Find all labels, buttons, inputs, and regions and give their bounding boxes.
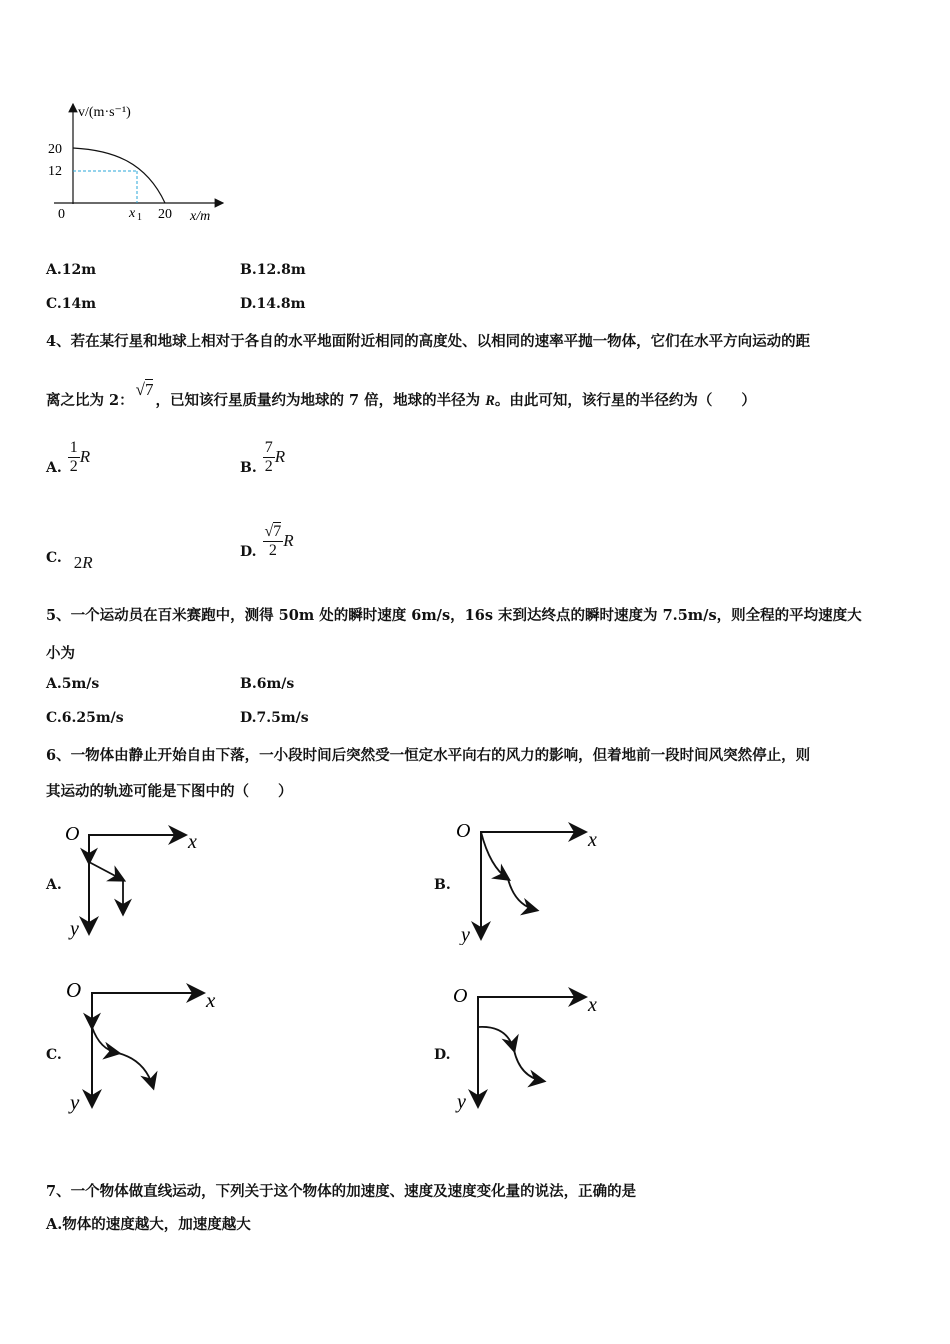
q4-option-b-letter: B. [240, 460, 257, 476]
q3-option-b-letter: B. [240, 262, 257, 278]
q6-line-1: 6、一物体由静止开始自由下落，一小段时间后突然受一恒定水平向右的风力的影响，但着地前一段时间风突然停止，则 [46, 747, 811, 764]
q6c-y-label: y [70, 1090, 80, 1114]
q4-option-a-letter: A. [46, 460, 62, 476]
q6-option-d-label[interactable]: D. [434, 1047, 451, 1063]
q6c-path-curve-1 [92, 1027, 118, 1053]
q6a-origin-label: O [65, 823, 80, 845]
q4-option-d-denominator: 2 [268, 541, 277, 559]
q4-option-c-text: 2 [73, 553, 83, 572]
q4-option-c[interactable] [46, 546, 93, 572]
graph-tick-20-y: 20 [48, 142, 62, 157]
q4-option-d[interactable] [240, 522, 294, 560]
q3-option-d-text: 14.8m [256, 296, 306, 312]
q4-option-c-letter: C. [46, 550, 62, 566]
q4-line-2 [46, 378, 756, 423]
q4-option-d-letter: D. [240, 544, 257, 560]
q3-option-d[interactable] [240, 296, 305, 312]
q6-diagram-a[interactable] [60, 820, 220, 945]
q4-option-b-var: R [274, 447, 286, 466]
q6c-path-curve-2 [118, 1053, 153, 1087]
q5-option-d[interactable]: D.7.5m/s [240, 710, 309, 726]
q6c-origin-label: O [66, 978, 82, 1002]
q4-option-b-denominator: 2 [264, 457, 273, 475]
q6-diagram-d[interactable] [450, 980, 610, 1115]
q6b-path-curve-1 [481, 832, 508, 879]
q6-option-a-label[interactable]: A. [46, 877, 62, 893]
graph-x-label: x/m [190, 209, 211, 224]
q6b-x-label: x [588, 829, 597, 851]
q6d-path-curve-2 [514, 1050, 543, 1081]
q6b-path-curve-2 [508, 879, 536, 910]
q3-option-a-letter: A. [46, 262, 62, 278]
q4-option-c-var: R [82, 553, 93, 572]
graph-curve [73, 148, 165, 203]
graph-tick-12-y: 12 [48, 164, 62, 179]
q3-option-a[interactable] [46, 262, 96, 278]
q5-option-a[interactable]: A.5m/s [46, 676, 100, 692]
q6b-y-label: y [461, 924, 470, 945]
graph-x1-sub: 1 [137, 212, 142, 223]
q6d-path-curve-1 [478, 1027, 514, 1050]
q3-option-c-letter: C. [46, 296, 62, 312]
q7-line-1: 7、一个物体做直线运动，下列关于这个物体的加速度、速度及速度变化量的说法，正确的是 [46, 1183, 637, 1200]
graph-y-label: v/(m·s⁻¹) [78, 105, 131, 120]
q3-option-c-text: 14m [61, 296, 97, 312]
q6d-y-label: y [457, 1091, 466, 1113]
graph-tick-20-x: 20 [158, 207, 172, 222]
q6a-x-label: x [188, 831, 197, 853]
q4-earth-radius: R [485, 393, 495, 409]
q6-line-2: 其运动的轨迹可能是下图中的（ ） [46, 783, 293, 800]
q4-option-b-numerator: 7 [264, 438, 273, 456]
q4-option-d-fraction [263, 523, 284, 560]
q6-diagram-b[interactable] [450, 815, 610, 945]
q3-option-c[interactable] [46, 296, 96, 312]
q5-option-b[interactable]: B.6m/s [240, 676, 295, 692]
graph-origin: 0 [58, 207, 65, 222]
q4-line-2-pre: 离之比为 2： [46, 392, 134, 409]
q4-option-d-numerator: √7 [264, 522, 282, 540]
q4-option-d-var: R [283, 531, 294, 550]
q3-option-b[interactable] [240, 262, 306, 278]
graph-x1-label: x [129, 206, 136, 221]
q4-option-a-fraction [68, 439, 80, 476]
q4-line-2-end: 。由此可知，该行星的半径约为（ ） [494, 392, 756, 409]
q4-option-a[interactable] [46, 438, 90, 476]
q6-option-b-label[interactable]: B. [434, 877, 451, 893]
q4-sqrt7: √7 [135, 380, 154, 399]
q4-option-d-radicand: 7 [273, 522, 282, 540]
q3-option-d-letter: D. [240, 296, 257, 312]
q6a-path-diagonal [89, 862, 123, 880]
q6a-y-label: y [70, 918, 79, 940]
q4-line-2-post: ，已知该行星质量约为地球的 7 倍，地球的半径为 [155, 392, 486, 409]
q7-option-a[interactable]: A.物体的速度越大，加速度越大 [46, 1216, 251, 1233]
q4-sqrt7-radicand: 7 [144, 380, 154, 399]
q6d-origin-label: O [453, 985, 468, 1007]
q4-option-a-var: R [79, 447, 91, 466]
q3-option-b-text: 12.8m [256, 262, 306, 278]
q4-line-1: 4、若在某行星和地球上相对于各自的水平地面附近相同的高度处、以相同的速率平抛一物体，它们在水平方向运动的距 [46, 333, 811, 350]
q3-option-a-text: 12m [61, 262, 97, 278]
velocity-position-graph [40, 98, 240, 238]
q6-diagram-c[interactable] [60, 975, 230, 1115]
q4-option-b[interactable] [240, 438, 285, 476]
q4-option-a-denominator: 2 [69, 457, 78, 475]
q6-option-c-label[interactable]: C. [46, 1047, 62, 1063]
q6d-x-label: x [588, 994, 597, 1016]
q6b-origin-label: O [456, 820, 471, 842]
q5-line-1: 5、一个运动员在百米赛跑中，测得 50m 处的瞬时速度 6m/s，16s 末到达终点的瞬时速度为 7.5m/s，则全程的平均速度大 [46, 607, 862, 624]
q4-option-a-numerator: 1 [69, 438, 78, 456]
q5-option-c[interactable]: C.6.25m/s [46, 710, 124, 726]
q4-option-b-fraction [263, 439, 275, 476]
q6c-x-label: x [206, 988, 216, 1012]
q5-line-2: 小为 [46, 645, 75, 662]
